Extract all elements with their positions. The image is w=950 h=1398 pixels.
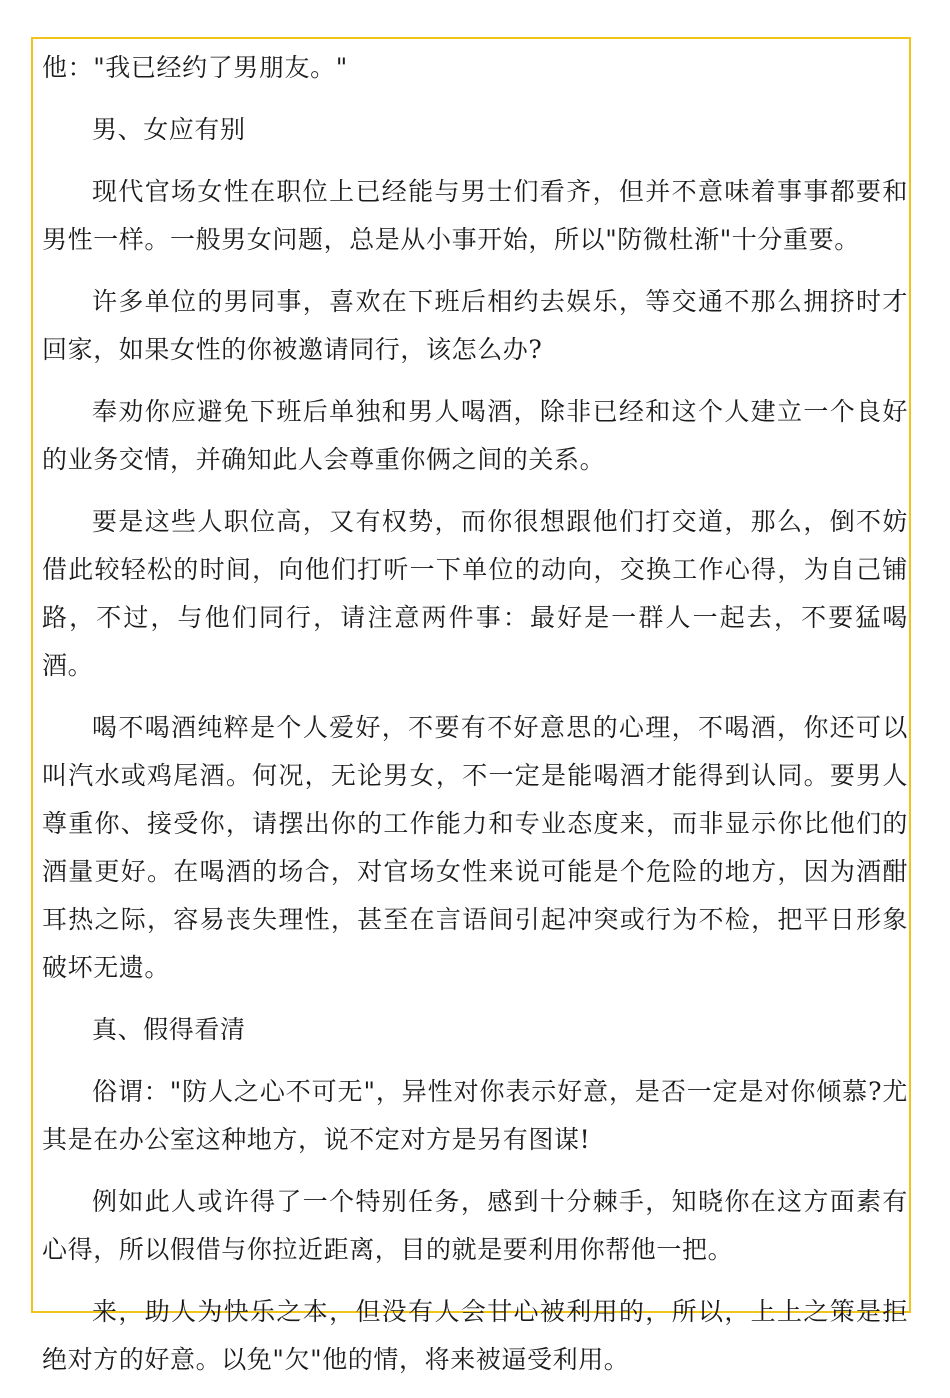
paragraph: 喝不喝酒纯粹是个人爱好，不要有不好意思的心理，不喝酒，你还可以叫汽水或鸡尾酒。何况，无论男女，不一定是能喝酒才能得到认同。要男人尊重你、接受你，请摆出你的工作能力和专业态度来，而非显示你比他们的酒量更好。在喝酒的场合，对官场女性来说可能是个危险的地方，因为酒酣耳热之际，容易丧失理性，甚至在言语间引起冲突或行为不检，把平日形象破坏无遗。 bbox=[42, 713, 908, 982]
paragraph: 俗谓："防人之心不可无"，异性对你表示好意，是否一定是对你倾慕?尤其是在办公室这种地方，说不定对方是另有图谋! bbox=[42, 1077, 908, 1154]
paragraph: 要是这些人职位高，又有权势，而你很想跟他们打交道，那么，倒不妨借此较轻松的时间，向他们打听一下单位的动向，交换工作心得，为自己铺路，不过，与他们同行，请注意两件事：最好是一群人一起去，不要猛喝酒。 bbox=[42, 507, 908, 680]
document-body bbox=[42, 44, 908, 1398]
paragraph-dialogue: 他："我已经约了男朋友。" bbox=[42, 53, 348, 82]
paragraph: 奉劝你应避免下班后单独和男人喝酒，除非已经和这个人建立一个良好的业务交情，并确知此人会尊重你俩之间的关系。 bbox=[42, 397, 908, 474]
section-heading-truth: 真、假得看清 bbox=[92, 1015, 246, 1044]
paragraph: 现代官场女性在职位上已经能与男士们看齐，但并不意味着事事都要和男性一样。一般男女问题，总是从小事开始，所以"防微杜渐"十分重要。 bbox=[42, 177, 908, 254]
paragraph: 例如此人或许得了一个特别任务，感到十分棘手，知晓你在这方面素有心得，所以假借与你拉近距离，目的就是要利用你帮他一把。 bbox=[42, 1187, 908, 1264]
section-heading-gender: 男、女应有别 bbox=[92, 115, 246, 144]
paragraph: 许多单位的男同事，喜欢在下班后相约去娱乐，等交通不那么拥挤时才回家，如果女性的你被邀请同行，该怎么办? bbox=[42, 287, 908, 364]
paragraph: 来，助人为快乐之本，但没有人会甘心被利用的，所以，上上之策是拒绝对方的好意。以免"欠"他的情，将来被逼受利用。 bbox=[42, 1297, 908, 1374]
